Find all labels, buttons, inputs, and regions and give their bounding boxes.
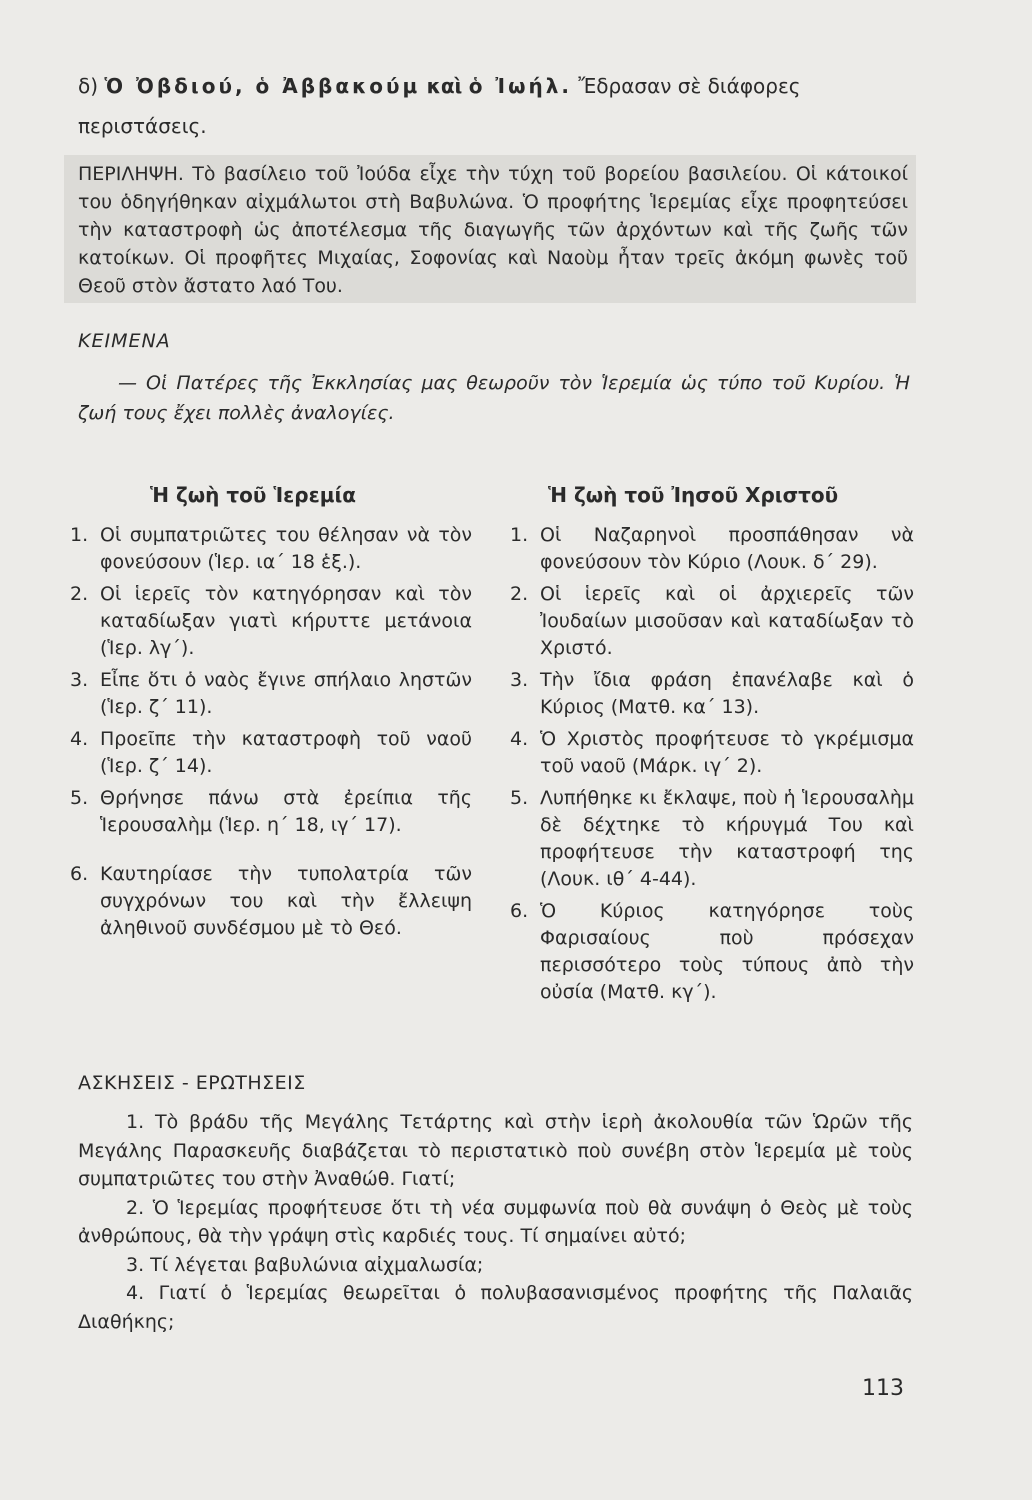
heading-name-last: ὁ Ἰωήλ.	[468, 74, 572, 98]
heading-label: δ)	[78, 74, 99, 98]
list-item: 6. Ὁ Κύριος κατηγόρησε τοὺς Φαρισαίους ποὺ πρόσεχαν περισσότερο τοὺς τύπους ἀπὸ τὴν οὐσία (Ματθ. κγ´).	[510, 900, 914, 1003]
intro-paragraph: — Οἱ Πατέρες τῆς Ἐκκλησίας μας θεωροῦν τὸν Ἱερεμία ὡς τύπο τοῦ Κυρίου. Ἡ ζωή τους ἔχει πολλὲς ἀναλογίες.	[78, 372, 910, 424]
summary-paragraph: ΠΕΡΙΛΗΨΗ. Τὸ βασίλειο τοῦ Ἰούδα εἶχε τὴν τύχη τοῦ βορείου βασιλείου. Οἱ κάτοικοί του ὁδηγήθηκαν αἰχμάλωτοι στὴ Βαβυλώνα. Ὁ προφήτης Ἱερεμίας εἶχε προφητεύσει τὴν καταστροφὴ ὡς ἀποτέλεσμα τῆς διαγωγῆς τῶν ἀρχόντων καὶ τῆς ζωῆς τῶν κατοίκων. Οἱ προφῆτες Μιχαίας, Σοφονίας καὶ Ναοὺμ ἦταν τρεῖς ἀκόμη φωνὲς τοῦ Θεοῦ στὸν ἄστατο λαό Του.	[78, 163, 908, 297]
list-item: 4. Προεῖπε τὴν καταστροφὴ τοῦ ναοῦ (Ἱερ. ζ´ 14).	[70, 728, 472, 777]
list-item: 2. Οἱ ἱερεῖς τὸν κατηγόρησαν καὶ τὸν καταδίωξαν γιατὶ κήρυττε μετάνοια (Ἱερ. λγ´).	[70, 583, 472, 659]
list-item: 2. Οἱ ἱερεῖς καὶ οἱ ἀρχιερεῖς τῶν Ἰουδαίων μισοῦσαν καὶ καταδίωξαν τὸ Χριστό.	[510, 583, 914, 659]
exercises-title: ΑΣΚΗΣΕΙΣ - ΕΡΩΤΗΣΕΙΣ	[78, 1072, 306, 1094]
list-item: 6. Καυτηρίασε τὴν τυπολατρία τῶν συγχρόνων του καὶ τὴν ἔλλειψη ἀληθινοῦ συνδέσμου μὲ τὸ Θεό.	[70, 863, 472, 939]
exercise-item: 1. Τὸ βράδυ τῆς Μεγάλης Τετάρτης καὶ στὴν ἱερὴ ἀκολουθία τῶν Ὡρῶν τῆς Μεγάλης Παρασκευῆς διαβάζεται τὸ περιστατικὸ ποὺ συνέβη στὸν Ἱερεμία μὲ τοὺς συμπατριῶτες του στὴν Ἀναθώθ. Γιατί;	[78, 1111, 913, 1190]
exercise-item: 3. Τί λέγεται βαβυλώνια αἰχμαλωσία;	[126, 1253, 484, 1276]
right-column	[510, 522, 914, 1011]
list-item: 4. Ὁ Χριστὸς προφήτευσε τὸ γκρέμισμα τοῦ ναοῦ (Μάρκ. ιγ´ 2).	[510, 728, 914, 777]
list-item: 1. Οἱ συμπατριῶτες του θέλησαν νὰ τὸν φονεύσουν (Ἱερ. ια´ 18 ἑξ.).	[70, 524, 472, 573]
heading-connector: καὶ	[426, 74, 463, 98]
exercise-item: 2. Ὁ Ἱερεμίας προφήτευσε ὅτι τὴ νέα συμφωνία ποὺ θὰ συνάψη ὁ Θεὸς μὲ τοὺς ἀνθρώπους, θὰ τὴν γράψη στὶς καρδιές τους. Τί σημαίνει αὐτό;	[78, 1196, 913, 1247]
section-heading	[78, 66, 918, 146]
right-column-title: Ἡ ζωὴ τοῦ Ἰησοῦ Χριστοῦ	[548, 483, 839, 507]
left-column	[70, 522, 472, 947]
list-item: 1. Οἱ Ναζαρηνοὶ προσπάθησαν νὰ φονεύσουν τὸν Κύριο (Λουκ. δ´ 29).	[510, 524, 914, 573]
exercises-list	[78, 1108, 913, 1336]
texts-label: ΚΕΙΜΕΝΑ	[78, 330, 171, 352]
heading-rest: Ἔδρασαν σὲ διάφορες περιστάσεις.	[78, 74, 801, 138]
list-item: 5. Λυπήθηκε κι ἔκλαψε, ποὺ ἡ Ἱερουσαλὴμ δὲ δέχτηκε τὸ κήρυγμά Του καὶ προφήτευσε τὴν καταστροφή της (Λουκ. ιθ´ 4-44).	[510, 787, 914, 890]
heading-names: Ὁ Ὀβδιού, ὁ Ἀββακούμ	[104, 74, 421, 98]
page-number: 113	[862, 1376, 904, 1401]
exercise-item: 4. Γιατί ὁ Ἱερεμίας θεωρεῖται ὁ πολυβασανισμένος προφήτης τῆς Παλαιᾶς Διαθήκης;	[78, 1282, 913, 1333]
list-item: 5. Θρήνησε πάνω στὰ ἐρείπια τῆς Ἱερουσαλὴμ (Ἱερ. η´ 18, ιγ´ 17).	[70, 787, 472, 836]
list-item: 3. Τὴν ἴδια φράση ἐπανέλαβε καὶ ὁ Κύριος (Ματθ. κα´ 13).	[510, 669, 914, 718]
left-column-title: Ἡ ζωὴ τοῦ Ἱερεμία	[150, 483, 356, 507]
list-item: 3. Εἶπε ὅτι ὁ ναὸς ἔγινε σπήλαιο ληστῶν (Ἱερ. ζ´ 11).	[70, 669, 472, 718]
